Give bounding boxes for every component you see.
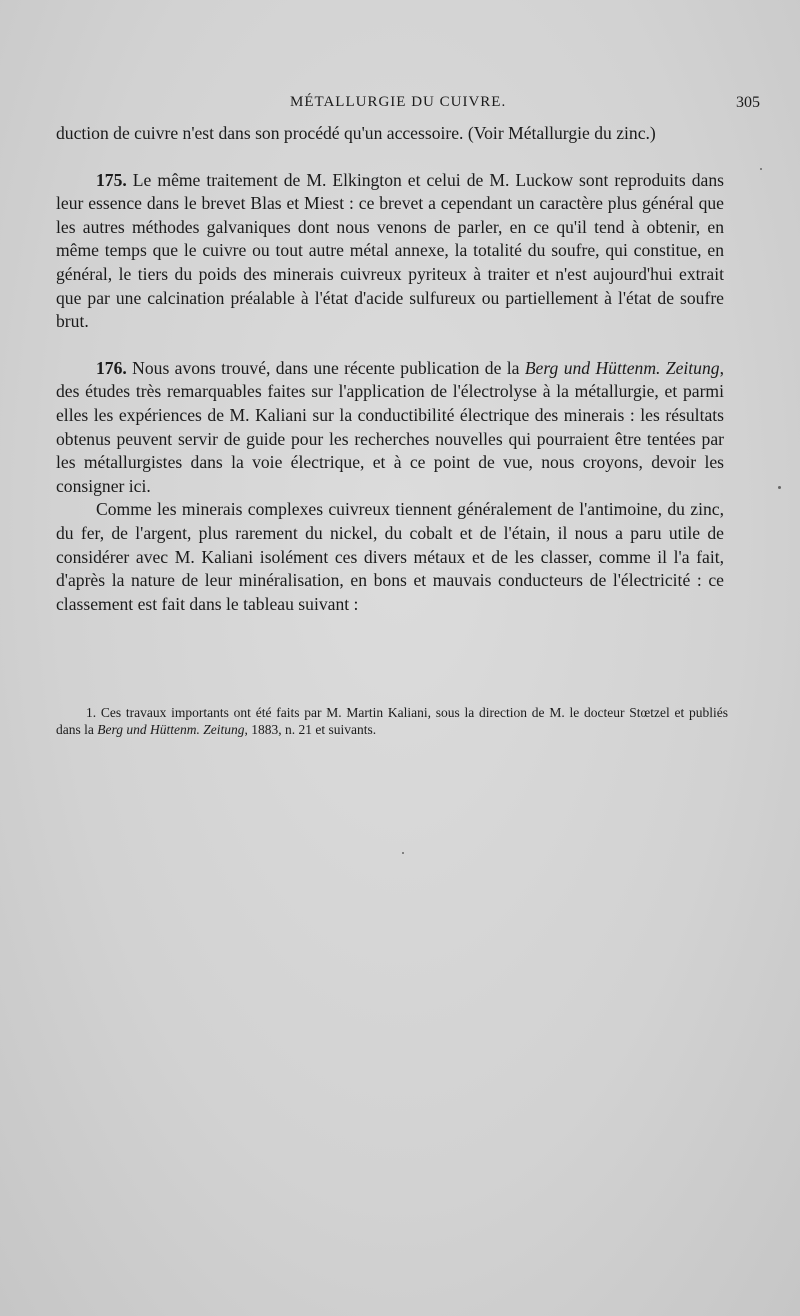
paragraph-176 [56, 357, 724, 499]
footnote-journal: Berg und Hüttenm. Zeitung [97, 722, 245, 737]
paragraph-number: 175. [96, 169, 127, 190]
paragraph-175 [56, 169, 724, 334]
footnote-text: Ces travaux importants ont été faits par M. Martin Kaliani, sous la direction de M. le docteur Stœtzel et publiés dans la [56, 705, 728, 737]
paragraph-text: Nous avons trouvé, dans une récente publication de la [126, 357, 525, 378]
paragraph-text: , des études très remarquables faites sur l'application de l'électrolyse à la métallurgie, et parmi elles les expériences de M. Kaliani sur la conductibilité électrique des minerais : les résultats obtenus peuvent servir de guide pour les recherches nouvelles qui pourraient être tentées par les métallurgistes dans la voie électrique, et à ce point de vue, nous croyons, devoir les consigner ici. [56, 357, 724, 496]
ink-speck [760, 168, 762, 170]
page-header [0, 94, 800, 114]
paragraph-176-continued: Comme les minerais complexes cuivreux tiennent généralement de l'antimoine, du zinc, du fer, de l'argent, plus rarement du nickel, du cobalt et de l'étain, il nous a paru utile de considérer avec M. Kaliani isolément ces divers métaux et de les classer, comme il l'a fait, d'après la nature de leur minéralisation, en bons et mauvais conducteurs de l'électricité : ce classement est fait dans le tableau suivant : [56, 499, 724, 614]
body-text [56, 122, 724, 616]
paragraph-text: Le même traitement de M. Elkington et celui de M. Luckow sont reproduits dans leur essence dans le brevet Blas et Miest : ce brevet a cependant un caractère plus général que les autres méthodes galvaniques dont nous venons de parler, en ce qu'il tend à obtenir, en même temps que le cuivre ou tout autre métal annexe, la totalité du soufre, qui constitue, en général, le tiers du poids des minerais cuivreux pyriteux à traiter et n'est aujourd'hui extrait que par une calcination préalable à l'état d'acide sulfureux ou partiellement à l'état de soufre brut. [56, 169, 724, 332]
ink-speck [778, 486, 781, 489]
footnote [56, 704, 728, 738]
continued-paragraph: duction de cuivre n'est dans son procédé qu'un accessoire. (Voir Métallurgie du zinc.) [56, 123, 656, 143]
paragraph-number: 176. [96, 357, 127, 378]
ink-speck [402, 852, 404, 854]
footnote-marker: 1. [86, 705, 97, 720]
footnote-text: , 1883, n. 21 et suivants. [244, 722, 377, 737]
running-title: MÉTALLURGIE DU CUIVRE. [290, 94, 507, 110]
page-number: 305 [736, 94, 760, 111]
footnotes [56, 704, 728, 738]
journal-title: Berg und Hüttenm. Zeitung [524, 357, 720, 378]
